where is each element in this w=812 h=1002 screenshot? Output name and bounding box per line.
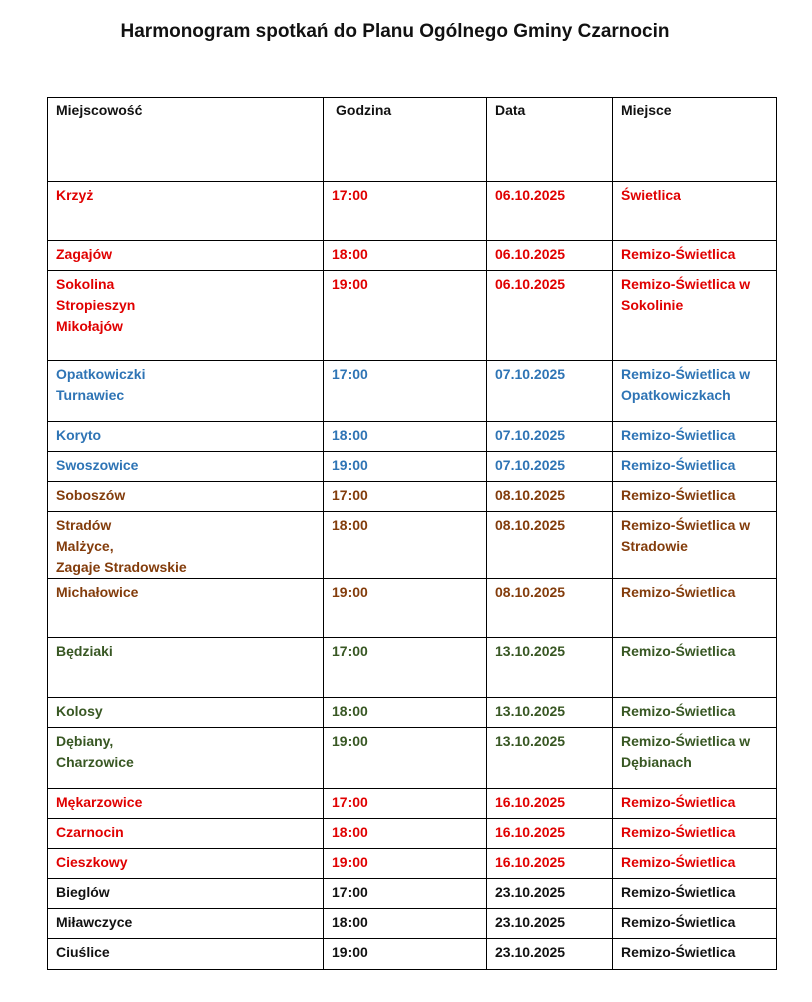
cell-venue bbox=[613, 482, 777, 512]
cell-place bbox=[48, 512, 324, 579]
cell-venue bbox=[613, 452, 777, 482]
place-line: Turnawiec bbox=[56, 387, 125, 403]
table-row bbox=[48, 422, 777, 452]
cell-date: 06.10.2025 bbox=[487, 182, 613, 241]
place-line: Czarnocin bbox=[56, 824, 124, 840]
cell-date: 16.10.2025 bbox=[487, 789, 613, 819]
place-line: Będziaki bbox=[56, 643, 113, 659]
cell-date: 23.10.2025 bbox=[487, 909, 613, 939]
cell-time: 17:00 bbox=[324, 182, 487, 241]
table-row bbox=[48, 789, 777, 819]
cell-time: 19:00 bbox=[324, 728, 487, 789]
cell-time: 17:00 bbox=[324, 789, 487, 819]
cell-date: 08.10.2025 bbox=[487, 482, 613, 512]
cell-time: 19:00 bbox=[324, 939, 487, 970]
venue-line: Remizo-Świetlica bbox=[621, 944, 736, 960]
table-row bbox=[48, 482, 777, 512]
table-row bbox=[48, 579, 777, 638]
table-row bbox=[48, 728, 777, 789]
table-row bbox=[48, 879, 777, 909]
schedule-table bbox=[47, 97, 777, 970]
cell-venue bbox=[613, 579, 777, 638]
cell-time: 19:00 bbox=[324, 849, 487, 879]
venue-line: Remizo-Świetlica bbox=[621, 703, 736, 719]
venue-line: Remizo-Świetlica bbox=[621, 854, 736, 870]
place-line: Bieglów bbox=[56, 884, 110, 900]
cell-place bbox=[48, 939, 324, 970]
venue-line: Remizo-Świetlica bbox=[621, 246, 736, 262]
table-row bbox=[48, 271, 777, 361]
cell-place bbox=[48, 422, 324, 452]
cell-date: 16.10.2025 bbox=[487, 819, 613, 849]
cell-time: 18:00 bbox=[324, 512, 487, 579]
cell-time: 18:00 bbox=[324, 909, 487, 939]
cell-venue bbox=[613, 789, 777, 819]
venue-line: Sokolinie bbox=[621, 297, 684, 313]
cell-date: 07.10.2025 bbox=[487, 422, 613, 452]
place-line: Mękarzowice bbox=[56, 794, 143, 810]
place-line: Soboszów bbox=[56, 487, 126, 503]
venue-line: Remizo-Świetlica bbox=[621, 643, 736, 659]
place-line: Michałowice bbox=[56, 584, 139, 600]
place-line: Miławczyce bbox=[56, 914, 133, 930]
cell-venue bbox=[613, 728, 777, 789]
cell-place bbox=[48, 482, 324, 512]
cell-venue bbox=[613, 361, 777, 422]
table-row bbox=[48, 698, 777, 728]
place-line: Kolosy bbox=[56, 703, 103, 719]
place-line: Swoszowice bbox=[56, 457, 139, 473]
table-row bbox=[48, 512, 777, 579]
venue-line: Remizo-Świetlica bbox=[621, 824, 736, 840]
place-line: Stradów bbox=[56, 517, 112, 533]
place-line: Sokolina bbox=[56, 276, 115, 292]
table-row bbox=[48, 241, 777, 271]
header-venue: Miejsce bbox=[613, 98, 777, 182]
venue-line: Świetlica bbox=[621, 187, 681, 203]
cell-venue bbox=[613, 909, 777, 939]
table-row bbox=[48, 819, 777, 849]
cell-time: 19:00 bbox=[324, 579, 487, 638]
cell-time: 17:00 bbox=[324, 482, 487, 512]
cell-venue bbox=[613, 271, 777, 361]
cell-date: 06.10.2025 bbox=[487, 241, 613, 271]
cell-date: 08.10.2025 bbox=[487, 512, 613, 579]
cell-time: 17:00 bbox=[324, 361, 487, 422]
cell-place bbox=[48, 698, 324, 728]
venue-line: Stradowie bbox=[621, 538, 688, 554]
venue-line: Remizo-Świetlica w bbox=[621, 517, 751, 533]
place-line: Zagajów bbox=[56, 246, 113, 262]
cell-date: 16.10.2025 bbox=[487, 849, 613, 879]
cell-place bbox=[48, 638, 324, 698]
cell-venue bbox=[613, 512, 777, 579]
cell-date: 23.10.2025 bbox=[487, 879, 613, 909]
venue-line: Remizo-Świetlica w bbox=[621, 276, 751, 292]
cell-date: 13.10.2025 bbox=[487, 638, 613, 698]
cell-time: 19:00 bbox=[324, 271, 487, 361]
cell-time: 18:00 bbox=[324, 819, 487, 849]
cell-place bbox=[48, 182, 324, 241]
table-row bbox=[48, 638, 777, 698]
table-row bbox=[48, 182, 777, 241]
table-row bbox=[48, 909, 777, 939]
cell-place bbox=[48, 728, 324, 789]
cell-place bbox=[48, 879, 324, 909]
venue-line: Remizo-Świetlica bbox=[621, 914, 736, 930]
venue-line: Remizo-Świetlica bbox=[621, 487, 736, 503]
venue-line: Opatkowiczkach bbox=[621, 387, 731, 403]
venue-line: Dębianach bbox=[621, 754, 692, 770]
table-row bbox=[48, 361, 777, 422]
table-row bbox=[48, 939, 777, 970]
header-place: Miejscowość bbox=[48, 98, 324, 182]
cell-place bbox=[48, 909, 324, 939]
cell-venue bbox=[613, 879, 777, 909]
cell-venue bbox=[613, 849, 777, 879]
page-title: Harmonogram spotkań do Planu Ogólnego Gminy Czarnocin bbox=[120, 21, 670, 42]
cell-date: 13.10.2025 bbox=[487, 698, 613, 728]
cell-venue bbox=[613, 939, 777, 970]
cell-place bbox=[48, 579, 324, 638]
place-line: Opatkowiczki bbox=[56, 366, 146, 382]
venue-line: Remizo-Świetlica w bbox=[621, 733, 751, 749]
cell-date: 06.10.2025 bbox=[487, 271, 613, 361]
cell-venue bbox=[613, 638, 777, 698]
cell-place bbox=[48, 241, 324, 271]
venue-line: Remizo-Świetlica bbox=[621, 584, 736, 600]
cell-date: 07.10.2025 bbox=[487, 452, 613, 482]
cell-place bbox=[48, 361, 324, 422]
place-line: Cieszkowy bbox=[56, 854, 128, 870]
cell-place bbox=[48, 271, 324, 361]
venue-line: Remizo-Świetlica bbox=[621, 427, 736, 443]
place-line: Stropieszyn bbox=[56, 297, 136, 313]
place-line: Dębiany, bbox=[56, 733, 114, 749]
cell-place bbox=[48, 452, 324, 482]
header-row bbox=[48, 98, 777, 182]
place-line: Malżyce, bbox=[56, 538, 114, 554]
cell-date: 23.10.2025 bbox=[487, 939, 613, 970]
venue-line: Remizo-Świetlica bbox=[621, 794, 736, 810]
place-line: Krzyż bbox=[56, 187, 94, 203]
cell-venue bbox=[613, 819, 777, 849]
place-line: Zagaje Stradowskie bbox=[56, 559, 187, 575]
venue-line: Remizo-Świetlica w bbox=[621, 366, 751, 382]
cell-venue bbox=[613, 182, 777, 241]
cell-venue bbox=[613, 698, 777, 728]
cell-time: 17:00 bbox=[324, 879, 487, 909]
header-date: Data bbox=[487, 98, 613, 182]
header-time: Godzina bbox=[324, 98, 487, 182]
cell-time: 18:00 bbox=[324, 241, 487, 271]
cell-time: 18:00 bbox=[324, 422, 487, 452]
cell-date: 08.10.2025 bbox=[487, 579, 613, 638]
cell-time: 19:00 bbox=[324, 452, 487, 482]
venue-line: Remizo-Świetlica bbox=[621, 457, 736, 473]
cell-date: 13.10.2025 bbox=[487, 728, 613, 789]
cell-time: 18:00 bbox=[324, 698, 487, 728]
cell-place bbox=[48, 789, 324, 819]
table-row bbox=[48, 452, 777, 482]
table-row bbox=[48, 849, 777, 879]
cell-date: 07.10.2025 bbox=[487, 361, 613, 422]
cell-venue bbox=[613, 422, 777, 452]
cell-time: 17:00 bbox=[324, 638, 487, 698]
cell-venue bbox=[613, 241, 777, 271]
cell-place bbox=[48, 819, 324, 849]
place-line: Ciuślice bbox=[56, 944, 110, 960]
place-line: Charzowice bbox=[56, 754, 134, 770]
place-line: Mikołajów bbox=[56, 318, 123, 334]
venue-line: Remizo-Świetlica bbox=[621, 884, 736, 900]
cell-place bbox=[48, 849, 324, 879]
place-line: Koryto bbox=[56, 427, 102, 443]
